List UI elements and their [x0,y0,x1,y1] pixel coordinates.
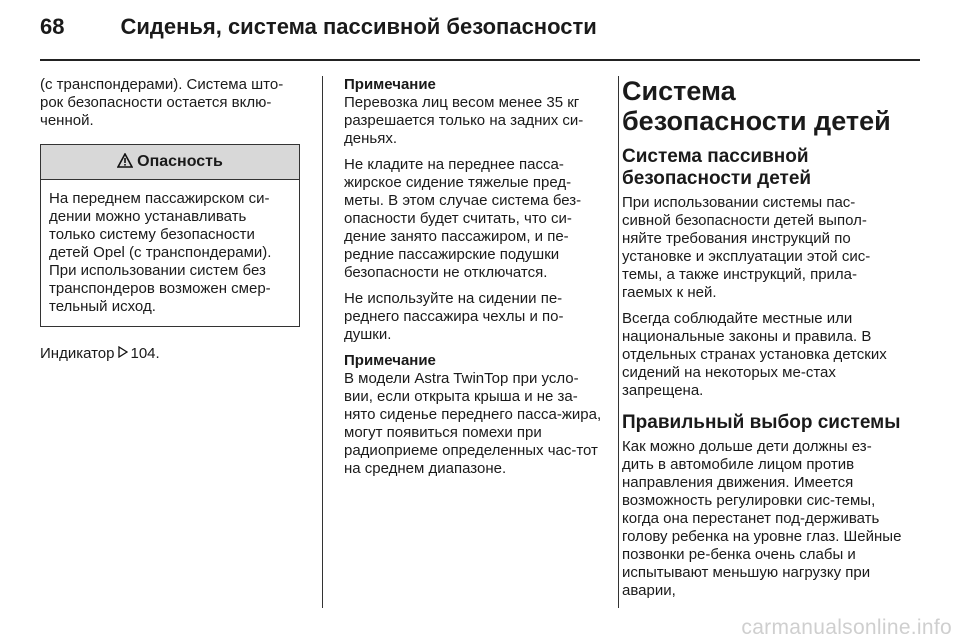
subheading-passive-safety: Система пассивной безопасности детей [622,146,812,189]
indicator-page: 104. [130,345,160,362]
note-1-title: Примечание [344,76,436,93]
page-title: Сиденья, система пассивной безопасности [120,14,597,39]
indicator-label: Индикатор [40,345,115,362]
paragraph-heavy-objects: Не кладите на переднее пасса-жирское сидение тяжелые пред-меты. В этом случае система без-опасности будет считать, что си-дение занято пассажиром, и пе-редние пассажирские подушки безопасности не отключатся. [344,156,582,281]
page-number: 68 [40,14,65,39]
danger-box [40,144,300,327]
column-right [622,76,902,608]
paragraph-rear-facing: Как можно дольше дети должны ез-дить в автомобиле лицом против направления движения. Имеется возможность регулировки сис-темы, когда она перестанет под-держивать голову ребенка на уровне глаз. Шейные позвонки ре-бенка очень слабы и испытывают меньшую нагрузку при аварии, [622,438,902,599]
note-1-text: Перевозка лиц весом менее 35 кг разрешается только на задних си-деньях. [344,94,584,147]
note-1 [344,76,604,148]
intro-paragraph: (с транспондерами). Система што-рок безопасности остается вклю-ченной. [40,76,284,129]
danger-box-body: На переднем пассажирском си-дении можно устанавливать только систему безопасности детей Opel (с транспондерами). При использовании систем без транспондеров возможен смер-тельный исход. [49,190,272,315]
paragraph-laws: Всегда соблюдайте местные или национальные законы и правила. В отдельных странах установка детских сидений на некоторых ме-стах запрещена. [622,310,887,399]
danger-box-title: Опасность [137,153,223,170]
paragraph-instructions: При использовании системы пас-сивной безопасности детей выпол-няйте требования инструкций по установке и эксплуатации этой сис-темы, а также инструкций, прила-гаемых к ней. [622,194,871,301]
note-2 [344,352,604,478]
paragraph-covers: Не используйте на сидении пе-реднего пассажира чехлы и по-душки. [344,290,564,343]
subheading-choice: Правильный выбор системы [622,412,901,433]
note-2-text: В модели Astra TwinTop при усло-вии, если открыта крыша и не за-нято сиденье переднего пасса-жира, могут появиться помехи при радиоприеме определенных час-тот на среднем диапазоне. [344,370,602,477]
header-rule [40,59,920,61]
indicator-ref [40,345,300,363]
section-heading: Система безопасности детей [622,76,891,136]
column-middle [344,76,604,486]
page-header [40,14,597,48]
watermark: carmanualsonline.info [741,616,952,639]
column-left [40,76,300,371]
note-2-title: Примечание [344,352,436,369]
danger-box-header [41,145,299,180]
column-divider-1 [322,76,323,608]
warning-triangle-icon [117,153,133,172]
arrow-ref-icon [118,345,128,363]
column-divider-2 [618,76,619,608]
